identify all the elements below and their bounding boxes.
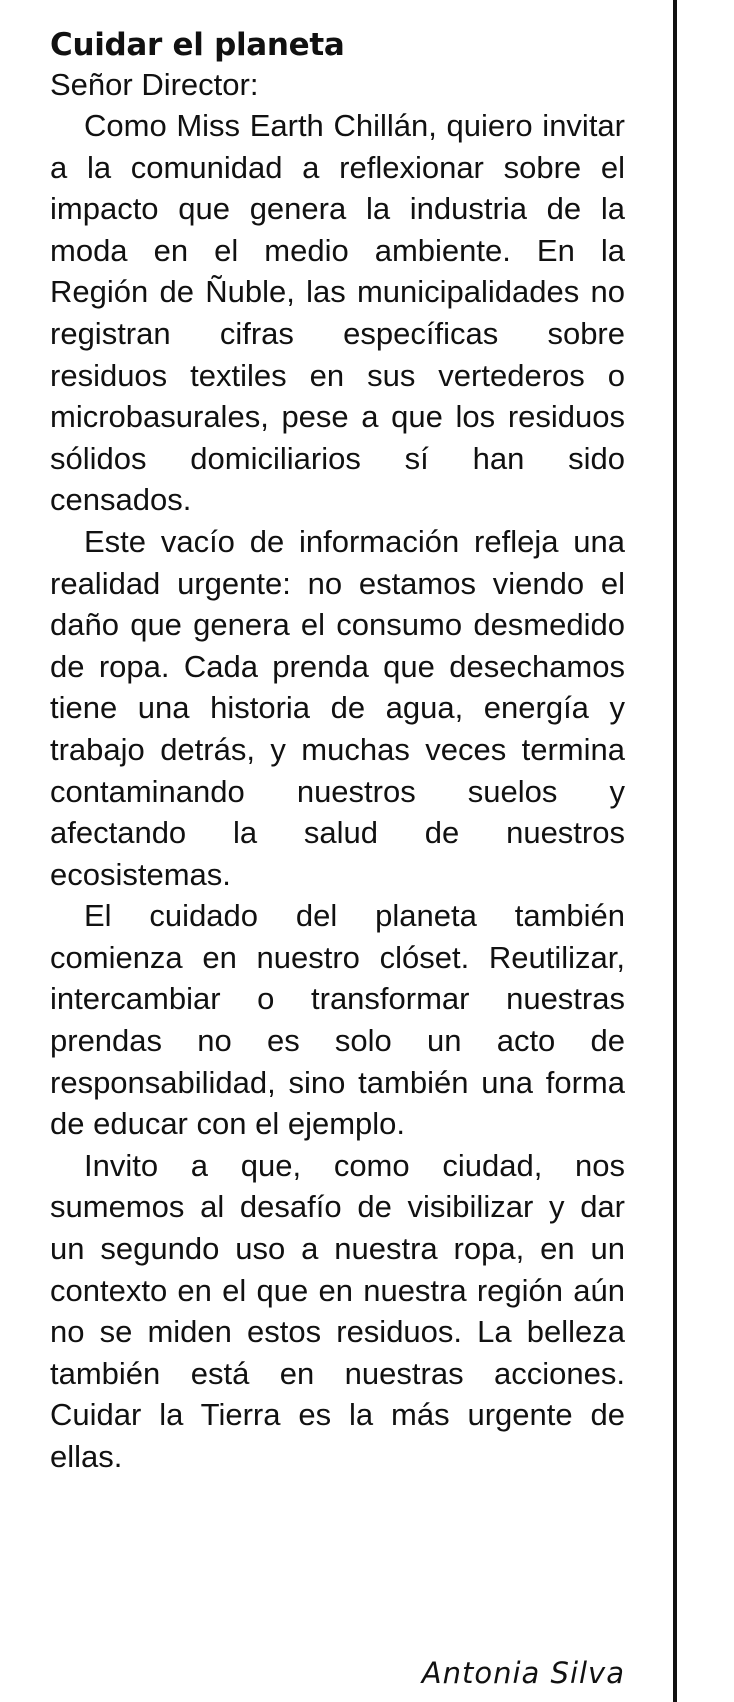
letter-paragraph-2: Este vacío de información refleja una realidad urgente: no estamos viendo el daño que genera el consumo desmedido de ropa. Cada prenda que desechamos tiene una historia de agua, energía y trabajo detrás, y muchas veces termina contaminando nuestros suelos y afectando la salud de nuestros ecosistemas. [50, 523, 625, 892]
letter-paragraph-4: Invito a que, como ciudad, nos sumemos al desafío de visibilizar y dar un segundo uso a nuestra ropa, en un contexto en el que en nuestra región aún no se miden estos residuos. La belleza también está en nuestras acciones. Cuidar la Tierra es la más urgente de ellas. [50, 1147, 625, 1474]
letter-paragraph-1: Como Miss Earth Chillán, quiero invitar a la comunidad a reflexionar sobre el impacto que genera la industria de la moda en el medio ambiente. En la Región de Ñuble, las municipalidades no registran cifras específicas sobre residuos textiles en sus vertederos o microbasurales, pese a que los residuos sólidos domiciliarios sí han sido censados. [50, 108, 625, 518]
letter-signature: Antonia Silva [421, 1656, 625, 1690]
letter-paragraph-3: El cuidado del planeta también comienza en nuestro clóset. Reutilizar, intercambiar o transformar nuestras prendas no es solo un acto de responsabilidad, sino también una forma de educar con el ejemplo. [50, 898, 625, 1142]
letter-to-editor [50, 26, 625, 1478]
column-rule [673, 0, 677, 1702]
letter-title: Cuidar el planeta [50, 27, 345, 63]
letter-salutation: Señor Director: [50, 67, 259, 102]
